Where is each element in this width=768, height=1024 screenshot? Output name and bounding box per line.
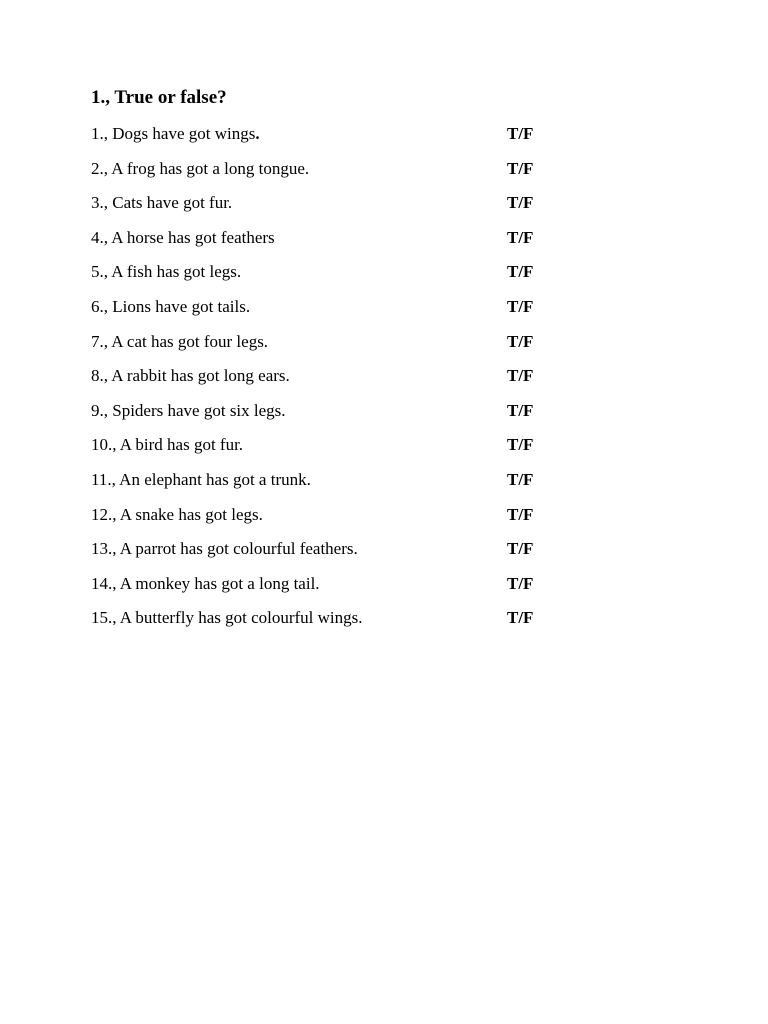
true-false-choice: T/F: [507, 469, 534, 489]
statement-row: [91, 399, 611, 434]
statement-text: 2., A frog has got a long tongue.: [91, 158, 310, 178]
statement-text: 10., A bird has got fur.: [91, 435, 244, 455]
statement-text: 9., Spiders have got six legs.: [91, 400, 286, 420]
true-false-choice: T/F: [507, 366, 534, 386]
statement-row: [91, 226, 611, 261]
true-false-choice: T/F: [507, 435, 534, 455]
true-false-choice: T/F: [507, 400, 534, 420]
statement-row: [91, 295, 611, 330]
true-false-choice: T/F: [507, 158, 534, 178]
statement-row: [91, 537, 611, 572]
statement-row: [91, 364, 611, 399]
true-false-choice: T/F: [507, 124, 534, 143]
statement-row: [91, 330, 611, 365]
true-false-choice: T/F: [507, 504, 534, 524]
true-false-choice: T/F: [507, 296, 534, 316]
statement-text: 12., A snake has got legs.: [91, 504, 263, 524]
statement-row: [91, 572, 611, 607]
statement-row: [91, 503, 611, 538]
statement-text: 7., A cat has got four legs.: [91, 331, 269, 351]
statement-text: 11., An elephant has got a trunk.: [91, 469, 311, 489]
statement-row: [91, 468, 611, 503]
statement-text: 6., Lions have got tails.: [91, 296, 251, 316]
statement-text: 3., Cats have got fur.: [91, 193, 233, 213]
statement-text: 8., A rabbit has got long ears.: [91, 366, 290, 386]
true-false-choice: T/F: [507, 331, 534, 351]
true-false-choice: T/F: [507, 539, 534, 559]
statement-text: 13., A parrot has got colourful feathers.: [91, 539, 358, 559]
statement-row: [91, 157, 611, 192]
statement-row: [91, 606, 611, 641]
statement-text: 14., A monkey has got a long tail.: [91, 573, 320, 593]
statement-text: 4., A horse has got feathers: [91, 227, 275, 247]
statement-row: [91, 122, 611, 157]
worksheet-title: 1., True or false?: [91, 87, 227, 108]
statement-row: [91, 191, 611, 226]
true-false-choice: T/F: [507, 227, 534, 247]
statement-row: [91, 433, 611, 468]
statement-text: 15., A butterfly has got colourful wings.: [91, 608, 363, 628]
true-false-choice: T/F: [507, 193, 534, 213]
true-false-choice: T/F: [507, 608, 534, 628]
statement-text: 1., Dogs have got wings.: [91, 124, 260, 143]
true-false-choice: T/F: [507, 573, 534, 593]
statement-text: 5., A fish has got legs.: [91, 262, 242, 282]
true-false-choice: T/F: [507, 262, 534, 282]
statement-row: [91, 260, 611, 295]
statement-list: [91, 122, 611, 641]
